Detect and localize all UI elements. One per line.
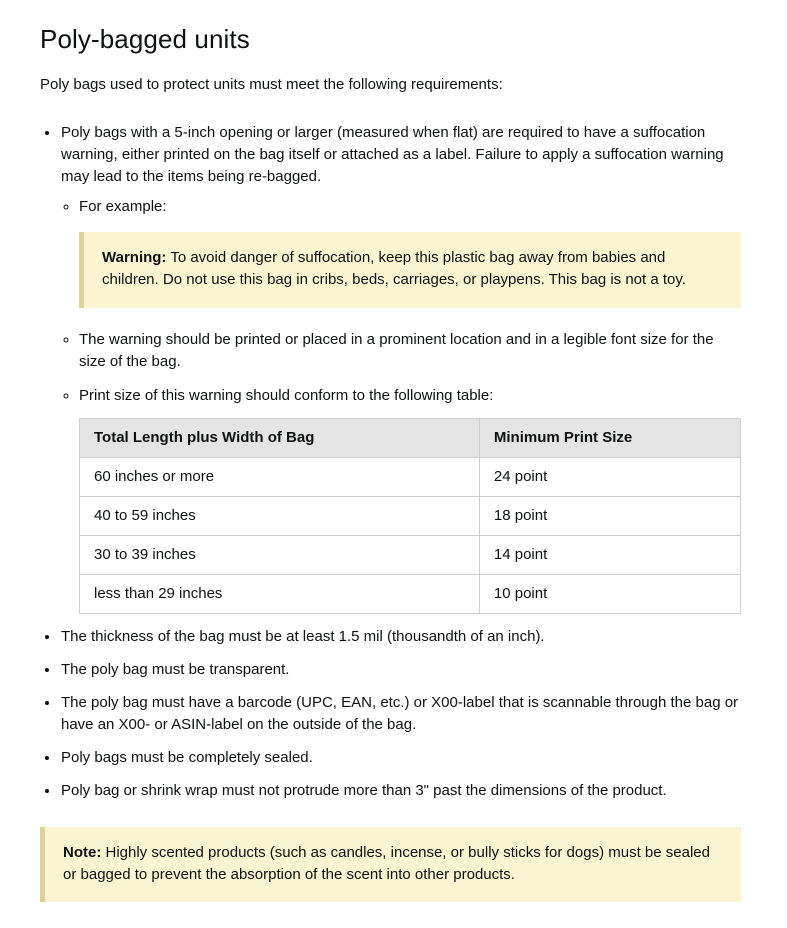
suffocation-sub-list xyxy=(61,196,741,614)
list-item-for-example xyxy=(79,196,741,307)
warning-text: To avoid danger of suffocation, keep this plastic bag away from babies and children. Do not use this bag in cribs, beds, carriages, or playpens. This bag is not a toy. xyxy=(102,249,686,289)
table-header-cell-print-size: Minimum Print Size xyxy=(479,418,740,457)
table-cell-length: 40 to 59 inches xyxy=(80,496,480,535)
bullet-text: Poly bags with a 5-inch opening or larger (measured when flat) are required to have a suffocation warning, either printed on the bag itself or attached as a label. Failure to apply a suffocation warning may lead to the items being re-bagged. xyxy=(61,124,724,186)
table-cell-print-size: 10 point xyxy=(479,574,740,613)
table-cell-print-size: 24 point xyxy=(479,457,740,496)
list-item-suffocation-warning xyxy=(60,122,741,614)
bullet-text: For example: xyxy=(79,198,167,216)
print-size-table xyxy=(79,418,741,614)
table-cell-length: less than 29 inches xyxy=(80,574,480,613)
bullet-text: The poly bag must be transparent. xyxy=(61,660,290,678)
list-item-protrude xyxy=(60,780,741,802)
list-item-sealed xyxy=(60,747,741,769)
table-row xyxy=(80,496,741,535)
note-callout xyxy=(40,827,741,902)
intro-text: Poly bags used to protect units must meet the following requirements: xyxy=(40,76,503,94)
warning-callout xyxy=(79,232,741,307)
note-label: Note: xyxy=(63,844,102,862)
page-title: Poly-bagged units xyxy=(40,24,250,54)
table-cell-length: 30 to 39 inches xyxy=(80,535,480,574)
table-cell-print-size: 18 point xyxy=(479,496,740,535)
table-cell-print-size: 14 point xyxy=(479,535,740,574)
table-header-row xyxy=(80,418,741,457)
list-item-transparent xyxy=(60,659,741,681)
bullet-text: Poly bag or shrink wrap must not protrude more than 3" past the dimensions of the product. xyxy=(61,782,667,800)
list-item-print-size xyxy=(79,385,741,614)
table-row xyxy=(80,457,741,496)
table-row xyxy=(80,574,741,613)
table-row xyxy=(80,535,741,574)
table-cell-length: 60 inches or more xyxy=(80,457,480,496)
table-body xyxy=(80,457,741,613)
warning-label: Warning: xyxy=(102,249,167,267)
bullet-text: The thickness of the bag must be at least 1.5 mil (thousandth of an inch). xyxy=(61,627,545,645)
table-header-cell-length: Total Length plus Width of Bag xyxy=(80,418,480,457)
table-head xyxy=(80,418,741,457)
note-text: Highly scented products (such as candles, incense, or bully sticks for dogs) must be sealed or bagged to prevent the absorption of the scent into other products. xyxy=(63,844,710,884)
requirements-list xyxy=(40,122,741,802)
list-item-thickness xyxy=(60,626,741,648)
list-item-barcode xyxy=(60,692,741,736)
bullet-text: Print size of this warning should conform to the following table: xyxy=(79,386,494,404)
bullet-text: Poly bags must be completely sealed. xyxy=(61,749,313,767)
list-item-warning-placement xyxy=(79,329,741,373)
bullet-text: The poly bag must have a barcode (UPC, EAN, etc.) or X00-label that is scannable through the bag or have an X00- or ASIN-label on the outside of the bag. xyxy=(61,693,739,734)
bullet-text: The warning should be printed or placed in a prominent location and in a legible font size for the size of the bag. xyxy=(79,330,714,370)
